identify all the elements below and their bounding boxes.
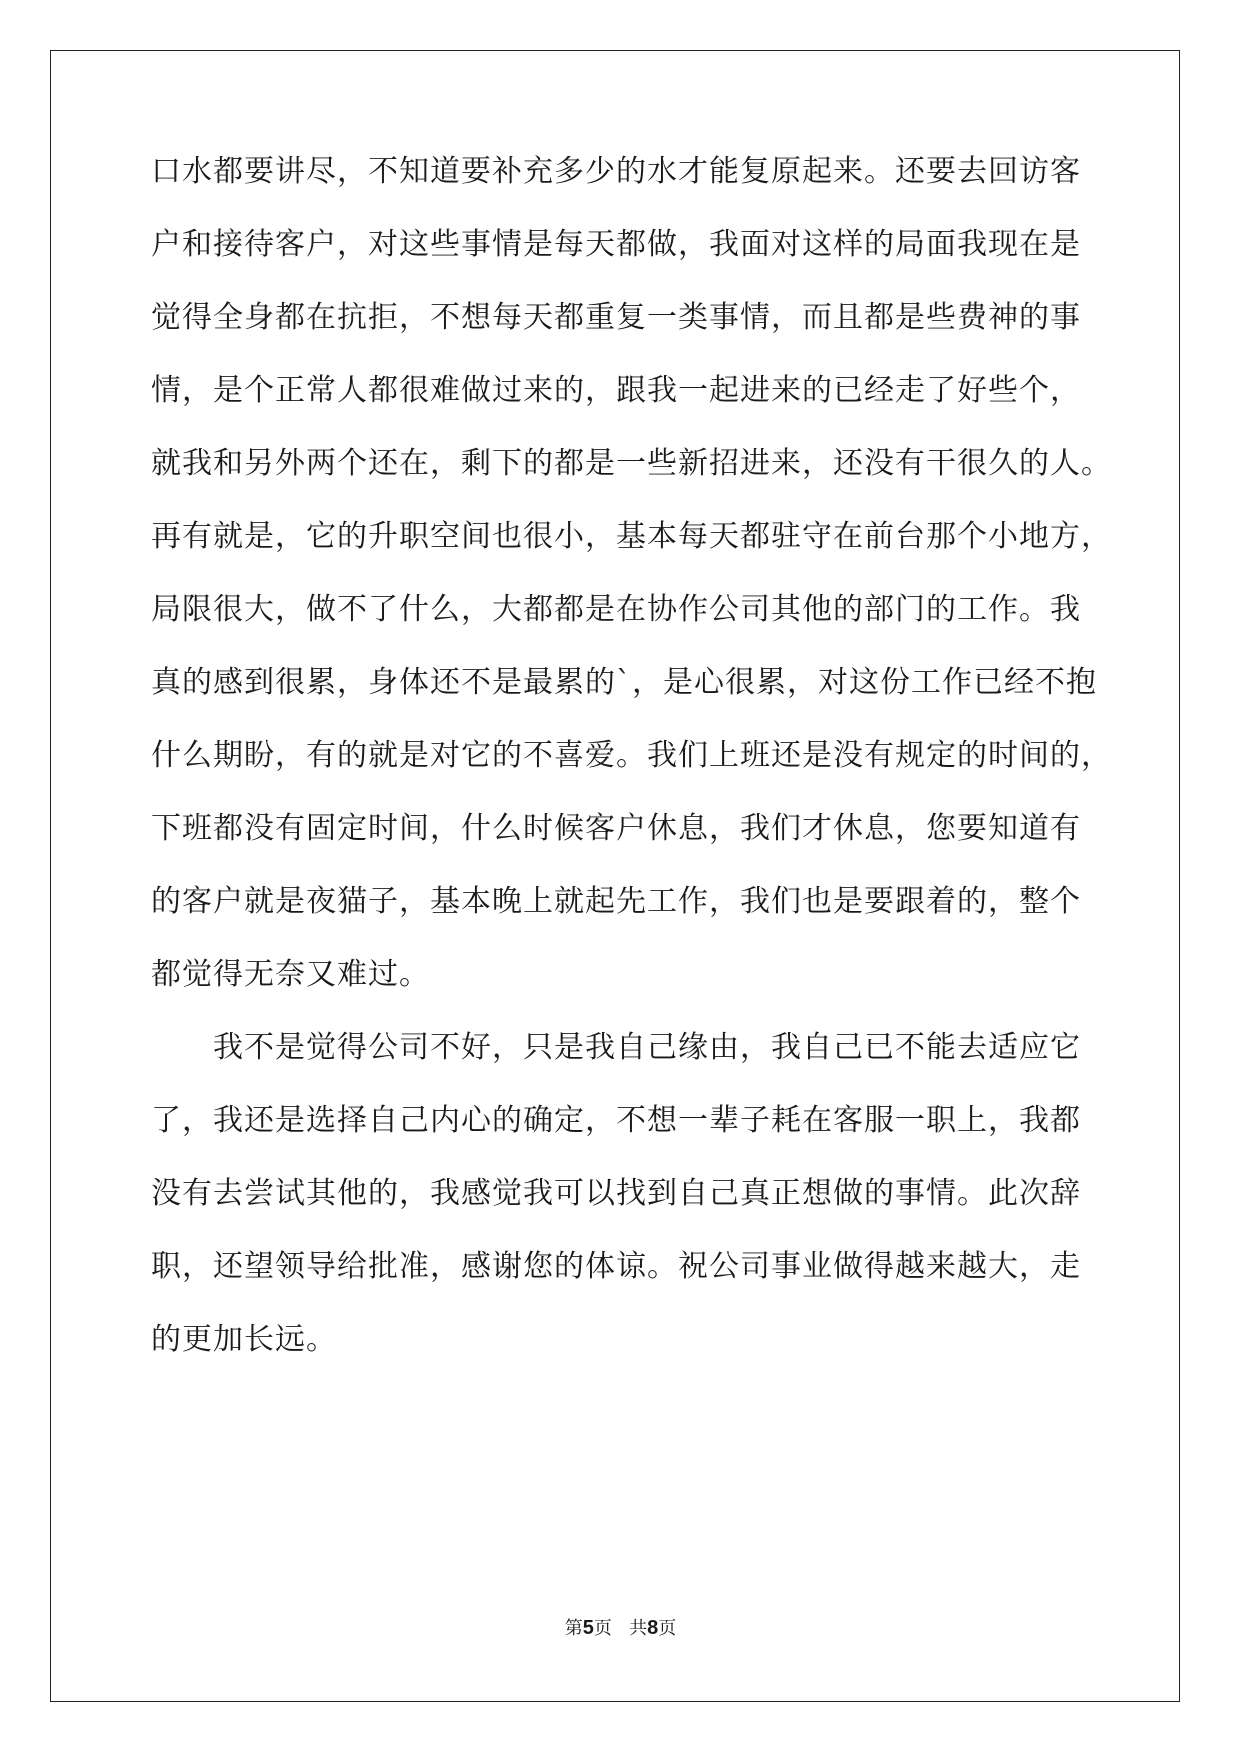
text-line: 户和接待客户，对这些事情是每天都做，我面对这样的局面我现在是 bbox=[151, 227, 1081, 262]
text-line: 了，我还是选择自己内心的确定，不想一辈子耗在客服一职上，我都 bbox=[151, 1103, 1081, 1138]
page-footer bbox=[0, 1614, 1241, 1640]
paragraph-first-line: 我不是觉得公司不好，只是我自己缘由，我自己已不能去适应它 bbox=[213, 1030, 1081, 1065]
text-line: 口水都要讲尽，不知道要补充多少的水才能复原起来。还要去回访客 bbox=[151, 154, 1081, 189]
text-line: 职，还望领导给批准，感谢您的体谅。祝公司事业做得越来越大，走 bbox=[151, 1249, 1081, 1284]
text-line: 什么期盼，有的就是对它的不喜爱。我们上班还是没有规定的时间的， bbox=[151, 738, 1112, 773]
text-line: 没有去尝试其他的，我感觉我可以找到自己真正想做的事情。此次辞 bbox=[151, 1176, 1081, 1211]
page-suffix: 页 bbox=[593, 1618, 612, 1639]
text-line: 局限很大，做不了什么，大都都是在协作公司其他的部门的工作。我 bbox=[151, 592, 1081, 627]
total-prefix: 共 bbox=[629, 1618, 648, 1639]
total-pages: 8 bbox=[647, 1617, 659, 1639]
text-line: 下班都没有固定时间，什么时候客户休息，我们才休息，您要知道有 bbox=[151, 811, 1081, 846]
text-line: 的更加长远。 bbox=[151, 1322, 337, 1357]
text-line: 觉得全身都在抗拒，不想每天都重复一类事情，而且都是些费神的事 bbox=[151, 300, 1081, 335]
text-line: 的客户就是夜猫子，基本晚上就起先工作，我们也是要跟着的，整个 bbox=[151, 884, 1081, 919]
text-line: 真的感到很累，身体还不是最累的`，是心很累，对这份工作已经不抱 bbox=[151, 665, 1097, 700]
text-line: 再有就是，它的升职空间也很小，基本每天都驻守在前台那个小地方， bbox=[151, 519, 1112, 554]
page-number: 5 bbox=[582, 1617, 594, 1639]
text-line: 情，是个正常人都很难做过来的，跟我一起进来的已经走了好些个， bbox=[151, 373, 1081, 408]
page-prefix: 第 bbox=[564, 1618, 583, 1639]
text-line: 就我和另外两个还在，剩下的都是一些新招进来，还没有干很久的人。 bbox=[151, 446, 1112, 481]
total-suffix: 页 bbox=[658, 1618, 677, 1639]
text-line: 都觉得无奈又难过。 bbox=[151, 957, 430, 992]
